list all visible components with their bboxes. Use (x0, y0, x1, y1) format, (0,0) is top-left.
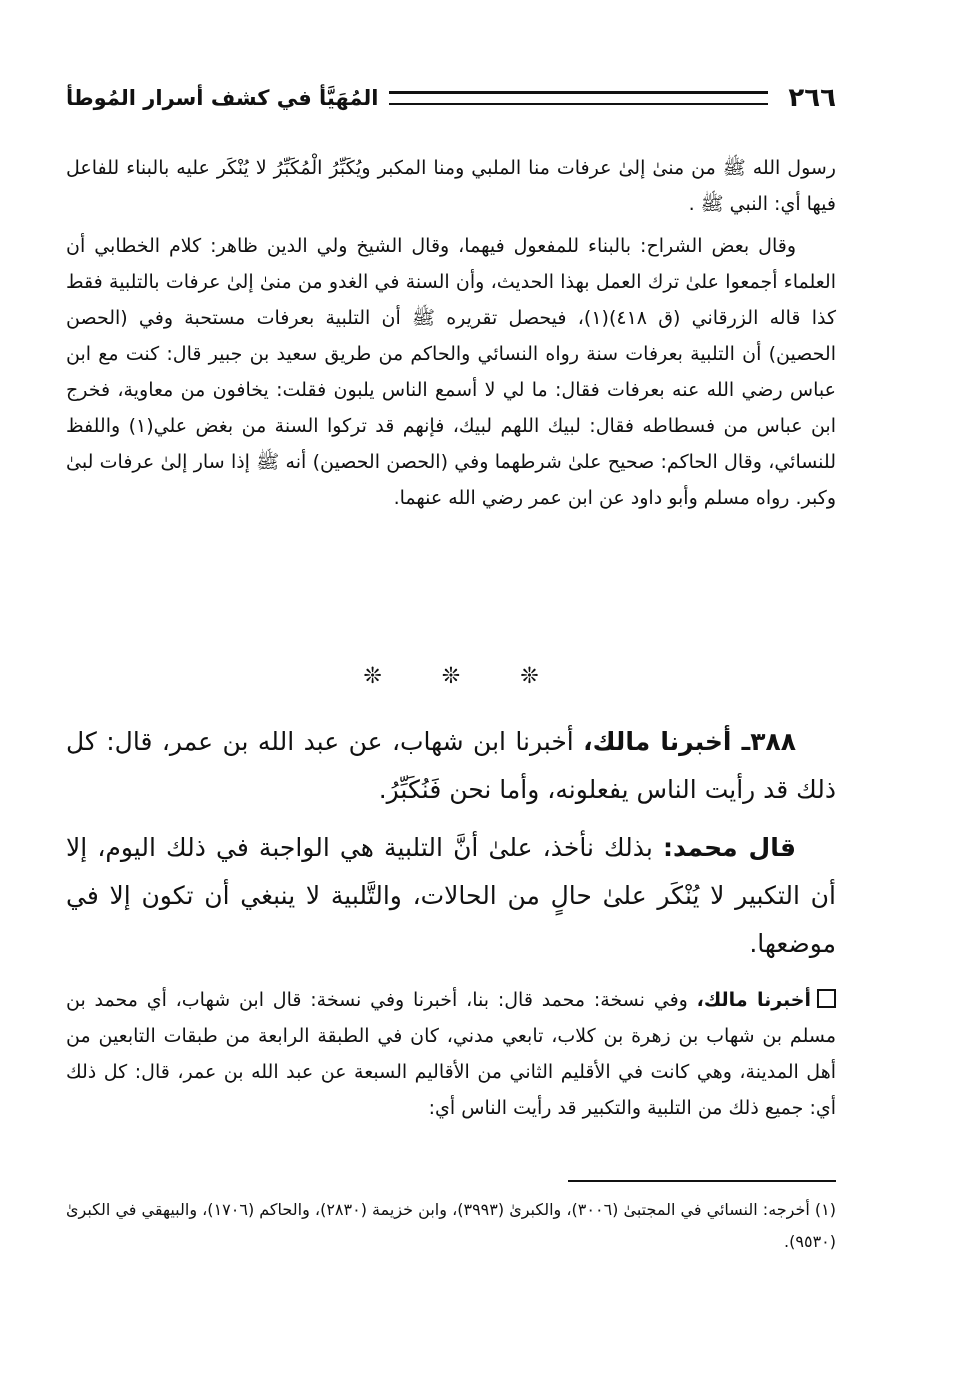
separator-star: ❊ (363, 664, 382, 689)
footnote: (١) أخرجه: النسائي في المجتبىٰ (٣٠٠٦)، والكبرىٰ (٣٩٩٣)، وابن خزيمة (٢٨٣٠)، والحاكم (١٧٠٦)، والبيهقي في الكبرىٰ (٩٥٣٠). (66, 1200, 837, 1251)
muhammad-lead: قال محمد: (662, 833, 796, 862)
commentary-top (66, 150, 836, 522)
commentary-paragraph: وقال بعض الشراح: بالبناء للمفعول فيهما، وقال الشيخ ولي الدين ظاهر: كلام الخطابي أن العلماء أجمعوا علىٰ ترك العمل بهذا الحديث، وأن السنة في الغدو من منىٰ إلىٰ عرفات بالتلبية فقط كذا قاله الزرقاني (ق ٤١٨)(١)، فيحصل تقريره ﷺ أن التلبية بعرفات مستحبة وفي (الحصن الحصين) أن التلبية بعرفات سنة رواه النسائي والحاكم من طريق سعيد بن جبير قال: كنت مع ابن عباس رضي الله عنه بعرفات فقال: ما لي لا أسمع الناس يلبون فقلت: يخافون من معاوية، فخرج ابن عباس من فسطاطه فقال: لبيك اللهم لبيك، فإنهم قد تركوا السنة من بغض علي(١) واللفظ للنسائي، وقال الحاكم: صحيح علىٰ شرطهما وفي (الحصن الحصين) أنه ﷺ إذا سار إلىٰ عرفات لبىٰ وكبر. رواه مسلم وأبو داود عن ابن عمر رضي الله عنهما. (66, 235, 837, 509)
section-separator (66, 664, 836, 689)
page-number: ٢٦٦ (788, 83, 836, 113)
square-marker-icon (817, 989, 836, 1008)
muhammad-paragraph (66, 824, 836, 968)
commentary-paragraph: رسول الله ﷺ من منىٰ إلىٰ عرفات منا الملبي ومنا المكبر ويُكَبِّرُ الْمُكَبِّرُ لا يُنْكَر عليه بالبناء للفاعل فيها أي: النبي ﷺ . (66, 157, 836, 215)
running-title: المُهَيَّأ في كشف أسرار المُوطأ (66, 86, 379, 110)
page-header (66, 78, 836, 118)
commentary-lead: أخبرنا مالك، (696, 989, 811, 1011)
commentary-paragraph (66, 982, 836, 1126)
header-rule (389, 91, 769, 105)
hadith-lead: ٣٨٨ـ أخبرنا مالك، (583, 727, 796, 756)
hadith-paragraph (66, 718, 836, 814)
footnote-divider (568, 1180, 836, 1182)
muhammad-text: بذلك نأخذ، علىٰ أنَّ التلبية هي الواجبة في ذلك اليوم، إلا أن التكبير لا يُنْكَر علىٰ حالٍ من الحالات، والتَّلبية لا ينبغي أن تكون إلا في موضعها. (66, 833, 836, 958)
main-text (66, 718, 836, 978)
commentary-text: وفي نسخة: محمد قال: بنا، أخبرنا وفي نسخة: قال ابن شهاب، أي محمد بن مسلم بن شهاب بن زهرة بن كلاب، تابعي مدني، كان في الطبقة الرابعة من طبقات التابعين من أهل المدينة، وهي كانت في الأقليم الثاني من الأقاليم السبعة عن عبد الله بن عمر، قال: كل ذلك أي: جميع ذلك من التلبية والتكبير قد رأيت الناس أي: (66, 989, 836, 1119)
separator-star: ❊ (441, 664, 461, 689)
commentary-bottom (66, 982, 836, 1132)
separator-star: ❊ (520, 664, 539, 689)
hadith-text: أخبرنا ابن شهاب، عن عبد الله بن عمر، قال: كل ذلك قد رأيت الناس يفعلونه، وأما نحن فَنُكَبِّرُ. (66, 727, 836, 804)
